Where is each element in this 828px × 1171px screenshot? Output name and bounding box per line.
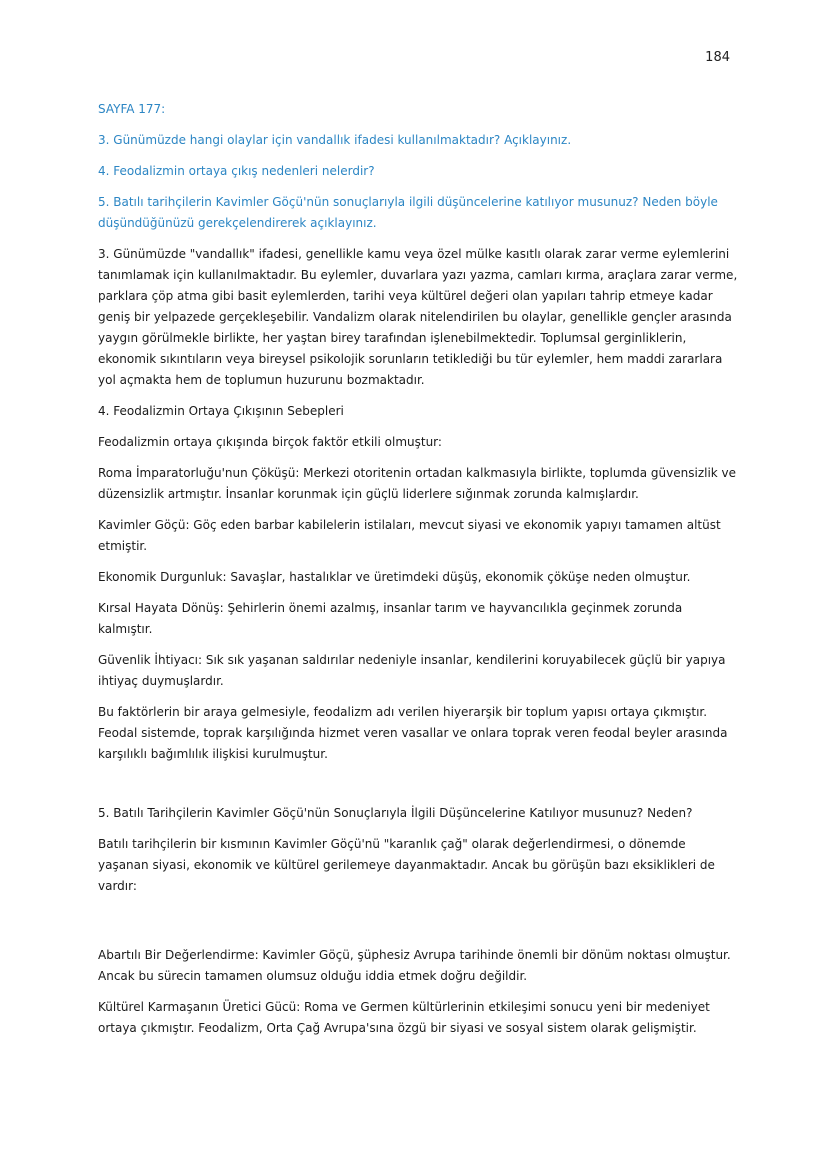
answer-4-conclusion: Bu faktörlerin bir araya gelmesiyle, feodalizm adı verilen hiyerarşik bir toplum yapısı ortaya çıkmıştır. Feodal sistemde, toprak karşılığında hizmet veren vasallar ve onlara toprak veren feodal beyler arasında karşılıklı bağımlılık ilişkisi kurulmuştur. bbox=[98, 705, 728, 761]
answer-5-item: Kültürel Karmaşanın Üretici Gücü: Roma ve Germen kültürlerinin etkileşimi sonucu yeni bir medeniyet ortaya çıkmıştır. Feodalizm, Orta Çağ Avrupa'sına özgü bir siyasi ve sosyal sistem olarak gelişmiştir. bbox=[98, 1000, 710, 1035]
answer-4-item: Roma İmparatorluğu'nun Çöküşü: Merkezi otoritenin ortadan kalkmasıyla birlikte, toplumda güvensizlik ve düzensizlik artmıştır. İnsanlar korunmak için güçlü liderlere sığınmak zorunda kalmışlardır. bbox=[98, 466, 737, 501]
page-content bbox=[98, 99, 738, 1049]
answer-3-paragraph: 3. Günümüzde "vandallık" ifadesi, genellikle kamu veya özel mülke kasıtlı olarak zarar verme eylemlerini tanımlamak için kullanılmaktadır. Bu eylemler, duvarlara yazı yazma, camları kırma, araçlara zarar verme, parklara çöp atma gibi basit eylemlerden, tarihi veya kültürel değeri olan yapıları tahrip etmeye kadar geniş bir yelpazede gerçekleşebilir. Vandalizm olarak nitelendirilen bu olaylar, genellikle gençler arasında yaygın görülmekle birlikte, her yaştan birey tarafından işlenebilmektedir. Toplumsal gerginliklerin, ekonomik sıkıntıların veya bireysel psikolojik sorunların tetiklediği bu tür eylemler, hem maddi zararlara yol açmakta hem de toplumun huzurunu bozmaktadır. bbox=[98, 247, 738, 387]
answer-4-intro: Feodalizmin ortaya çıkışında birçok faktör etkili olmuştur: bbox=[98, 435, 442, 449]
section-header: SAYFA 177: bbox=[98, 102, 166, 116]
page-number: 184 bbox=[705, 50, 730, 65]
answer-5-item: Abartılı Bir Değerlendirme: Kavimler Göçü, şüphesiz Avrupa tarihinde önemli bir dönüm noktası olmuştur. Ancak bu sürecin tamamen olumsuz olduğu iddia etmek doğru değildir. bbox=[98, 948, 731, 983]
answer-5-intro: Batılı tarihçilerin bir kısmının Kavimler Göçü'nü "karanlık çağ" olarak değerlendirmesi, o dönemde yaşanan siyasi, ekonomik ve kültürel gerilemeye dayanmaktadır. Ancak bu görüşün bazı eksiklikleri de vardır: bbox=[98, 837, 715, 893]
answer-4-item: Kavimler Göçü: Göç eden barbar kabilelerin istilaları, mevcut siyasi ve ekonomik yapıyı tamamen altüst etmiştir. bbox=[98, 518, 721, 553]
spacer bbox=[98, 907, 738, 945]
answer-5-heading: 5. Batılı Tarihçilerin Kavimler Göçü'nün Sonuçlarıyla İlgili Düşüncelerine Katılıyor musunuz? Neden? bbox=[98, 806, 693, 820]
question-4: 4. Feodalizmin ortaya çıkış nedenleri nelerdir? bbox=[98, 164, 375, 178]
question-3: 3. Günümüzde hangi olaylar için vandallık ifadesi kullanılmaktadır? Açıklayınız. bbox=[98, 133, 572, 147]
answer-4-heading: 4. Feodalizmin Ortaya Çıkışının Sebepleri bbox=[98, 404, 344, 418]
question-5: 5. Batılı tarihçilerin Kavimler Göçü'nün sonuçlarıyla ilgili düşüncelerine katılıyor musunuz? Neden böyle düşündüğünüzü gerekçelendirerek açıklayınız. bbox=[98, 195, 718, 230]
answer-4-item: Kırsal Hayata Dönüş: Şehirlerin önemi azalmış, insanlar tarım ve hayvancılıkla geçinmek zorunda kalmıştır. bbox=[98, 601, 683, 636]
spacer bbox=[98, 775, 738, 803]
answer-4-item: Ekonomik Durgunluk: Savaşlar, hastalıklar ve üretimdeki düşüş, ekonomik çöküşe neden olmuştur. bbox=[98, 570, 691, 584]
answer-4-item: Güvenlik İhtiyacı: Sık sık yaşanan saldırılar nedeniyle insanlar, kendilerini koruyabilecek güçlü bir yapıya ihtiyaç duymuşlardır. bbox=[98, 653, 726, 688]
